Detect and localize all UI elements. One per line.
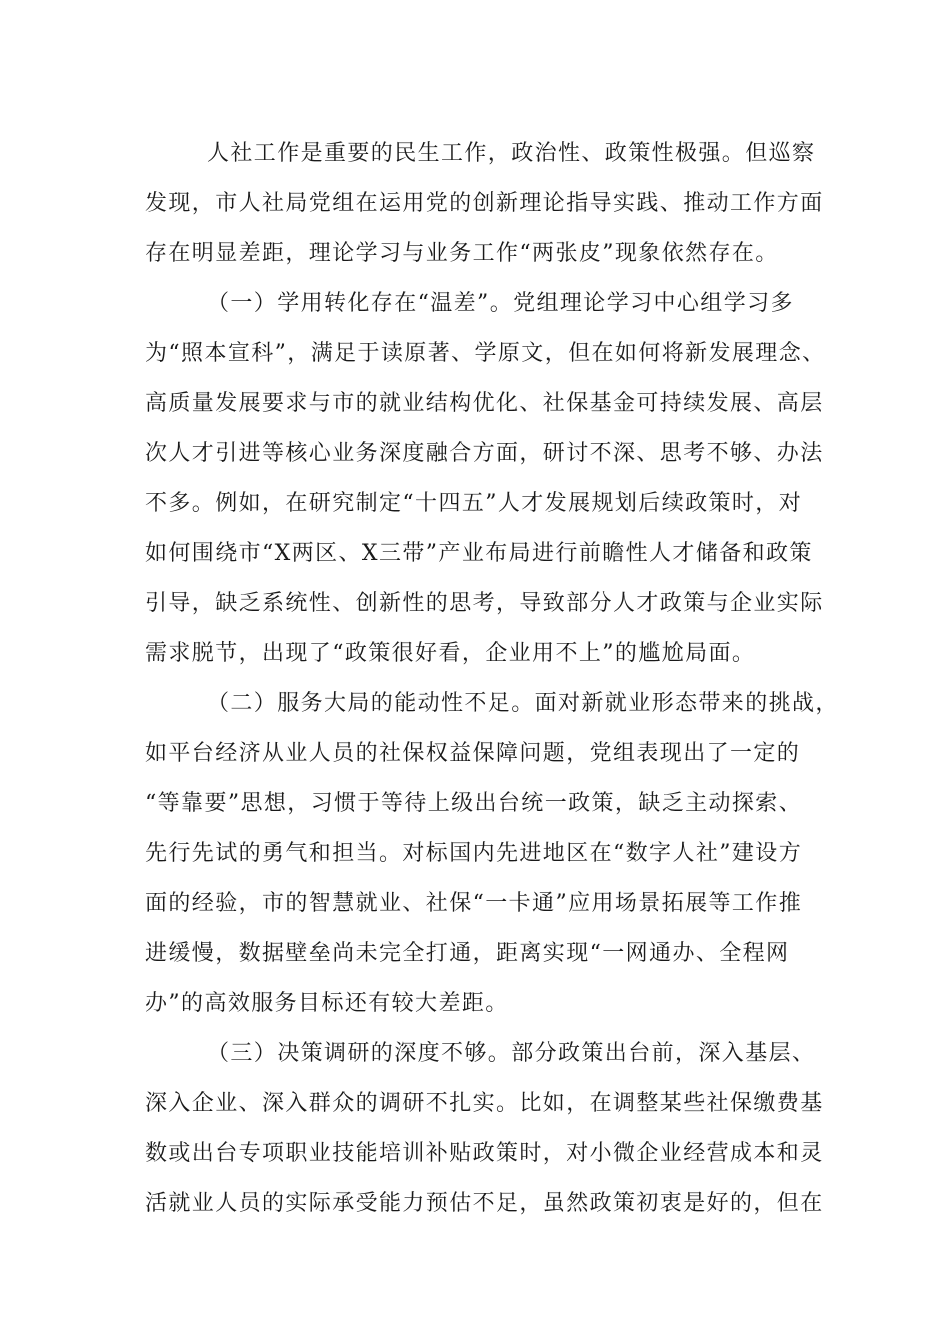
text-line: 为“照本宣科”，满足于读原著、学原文，但在如何将新发展理念、 [145, 341, 826, 366]
section-heading-line: （二）服务大局的能动性不足。面对新就业形态带来的挑战， [207, 691, 839, 716]
text-line: 不多。例如，在研究制定“十四五”人才发展规划后续政策时，对 [145, 491, 803, 516]
document-body [145, 133, 839, 1233]
text-line: “等靠要”思想，习惯于等待上级出台统一政策，缺乏主动探索、 [145, 791, 803, 816]
section-heading-line: （一）学用转化存在“温差”。党组理论学习中心组学习多 [207, 291, 794, 316]
text-line: 先行先试的勇气和担当。对标国内先进地区在“数字人社”建设方 [145, 841, 803, 866]
text-line: 如何围绕市“X两区、X三带”产业布局进行前瞻性人才储备和政策 [145, 541, 813, 566]
text-line: 数或出台专项职业技能培训补贴政策时，对小微企业经营成本和灵 [145, 1141, 824, 1166]
text-line: 人社工作是重要的民生工作，政治性、政策性极强。但巡察 [207, 141, 816, 166]
text-line: 需求脱节，出现了“政策很好看，企业用不上”的尴尬局面。 [145, 641, 756, 666]
text-line: 活就业人员的实际承受能力预估不足，虽然政策初衷是好的，但在 [145, 1191, 824, 1216]
text-line: 引导，缺乏系统性、创新性的思考，导致部分人才政策与企业实际 [145, 591, 824, 616]
paragraph-section-1 [145, 283, 826, 683]
text-line: 深入企业、深入群众的调研不扎实。比如，在调整某些社保缴费基 [145, 1091, 824, 1116]
paragraph-intro [145, 133, 824, 283]
paragraph-section-3 [145, 1033, 824, 1233]
section-heading-line: （三）决策调研的深度不够。部分政策出台前，深入基层、 [207, 1041, 816, 1066]
text-line: 办”的高效服务目标还有较大差距。 [145, 991, 509, 1016]
text-line: 次人才引进等核心业务深度融合方面，研讨不深、思考不够、办法 [145, 441, 824, 466]
text-line: 高质量发展要求与市的就业结构优化、社保基金可持续发展、高层 [145, 391, 824, 416]
text-line: 进缓慢，数据壁垒尚未完全打通，距离实现“一网通办、全程网 [145, 941, 790, 966]
text-line: 存在明显差距，理论学习与业务工作“两张皮”现象依然存在。 [145, 241, 779, 266]
text-line: 如平台经济从业人员的社保权益保障问题，党组表现出了一定的 [145, 741, 801, 766]
paragraph-section-2 [145, 683, 839, 1033]
text-line: 面的经验，市的智慧就业、社保“一卡通”应用场景拓展等工作推 [145, 891, 803, 916]
text-line: 发现，市人社局党组在运用党的创新理论指导实践、推动工作方面 [145, 191, 824, 216]
